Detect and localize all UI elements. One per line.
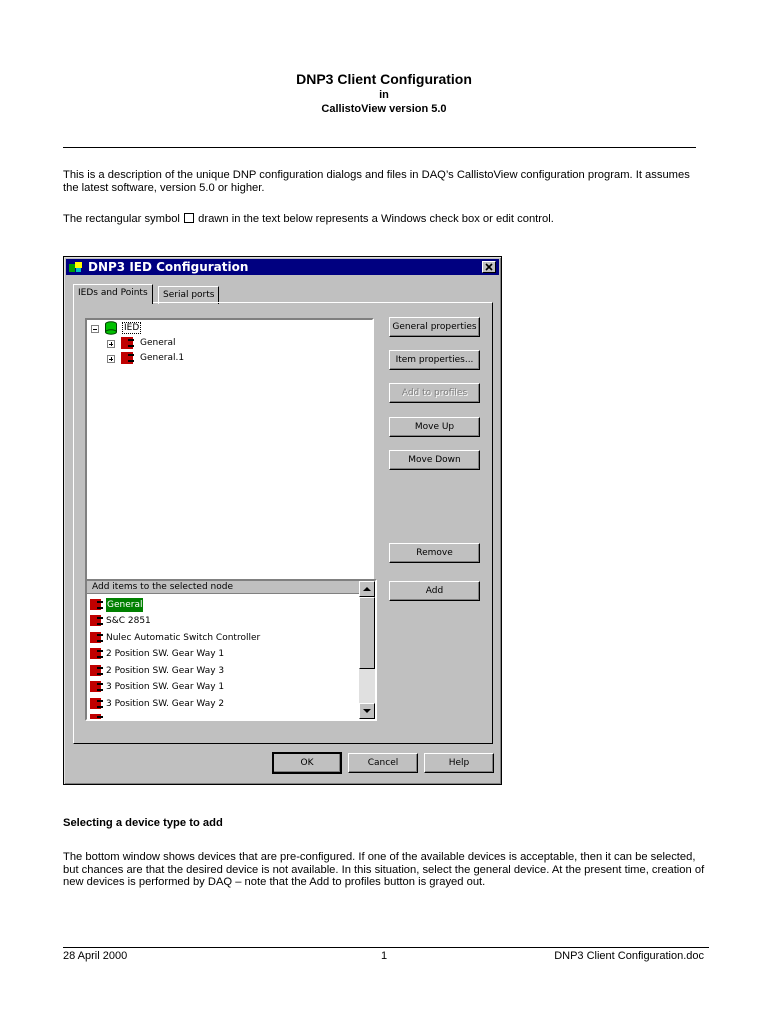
general-properties-button[interactable]: General properties — [389, 317, 480, 337]
arrow-up-icon — [360, 582, 374, 596]
footer-filename: DNP3 Client Configuration.doc — [554, 950, 704, 962]
item-properties-button[interactable]: Item properties... — [389, 350, 480, 370]
tab-serial-ports-label: Serial ports — [163, 290, 215, 300]
app-icon — [69, 261, 83, 273]
document-title: DNP3 Client Configuration — [296, 71, 472, 87]
footer-date: 28 April 2000 — [63, 950, 128, 962]
add-button[interactable]: Add — [389, 581, 480, 601]
document-header — [0, 70, 768, 116]
help-button[interactable]: Help — [424, 753, 494, 773]
tab-panel — [73, 302, 493, 744]
intro-paragraph-1: This is a description of the unique DNP configuration dialogs and files in DAQ’s CallistoView configuration program. It assumes the latest software, version 5.0 or higher. — [63, 169, 690, 194]
intro-paragraph-2-after: drawn in the text below represents a Windows check box or edit control. — [198, 213, 554, 225]
list-item-label: 2 Position SW. Gear Way 1 — [106, 649, 225, 659]
move-down-button[interactable]: Move Down — [389, 450, 480, 470]
document-subtitle: CallistoView version 5.0 — [321, 103, 447, 115]
tree-node-general[interactable]: General — [140, 338, 176, 348]
ied-tree-view[interactable] — [85, 318, 374, 588]
list-header: Add items to the selected node — [87, 581, 359, 594]
collapse-icon[interactable] — [91, 325, 99, 333]
tree-node-general-1[interactable]: General.1 — [140, 353, 185, 363]
database-icon — [104, 321, 118, 335]
intro-paragraph-2 — [63, 213, 703, 226]
header-rule — [63, 147, 696, 148]
device-icon — [90, 714, 101, 721]
dialog-close-button[interactable] — [482, 261, 496, 273]
device-icon — [90, 615, 101, 626]
device-type-list[interactable] — [85, 579, 377, 721]
list-item-label: General — [107, 600, 143, 610]
list-item-label: 3 Position SW. Gear Way 2 — [106, 699, 225, 709]
close-icon — [483, 262, 495, 272]
tree-node-ied-label: IED — [124, 323, 140, 333]
tab-ieds-and-points-label: IEDs and Points — [78, 288, 148, 298]
tab-ieds-and-points[interactable] — [73, 284, 153, 304]
add-to-profiles-button[interactable]: Add to profiles — [389, 383, 480, 403]
device-icon — [90, 681, 101, 692]
scroll-down-button[interactable] — [359, 703, 375, 719]
section-body: The bottom window shows devices that are pre-configured. If one of the available devices is acceptable, then it can be selected, but chances are that the desired device is not available. In this situation, select the general device. At the present time, creation of new devices is performed by DAQ – note that the Add to profiles button is grayed out. — [63, 851, 705, 888]
device-icon — [121, 337, 133, 349]
device-icon — [90, 698, 101, 709]
tree-node-ied[interactable] — [122, 321, 141, 335]
dialog-title-bar[interactable] — [66, 259, 499, 275]
cancel-button[interactable]: Cancel — [348, 753, 418, 773]
scroll-thumb[interactable] — [359, 597, 375, 669]
list-item-label: S&C 2851 — [106, 616, 151, 626]
remove-button[interactable]: Remove — [389, 543, 480, 563]
section-heading: Selecting a device type to add — [63, 817, 223, 829]
list-item-label: 3 Position SW. Gear Way 1 — [106, 682, 225, 692]
device-icon — [90, 648, 101, 659]
scroll-up-button[interactable] — [359, 581, 375, 597]
title-in: in — [379, 89, 389, 101]
device-icon — [90, 665, 101, 676]
device-icon — [90, 599, 101, 610]
expand-icon[interactable] — [107, 340, 115, 348]
list-item-label: Nulec Automatic Switch Controller — [106, 633, 261, 643]
ok-button[interactable]: OK — [272, 752, 342, 774]
device-icon — [121, 352, 133, 364]
expand-icon[interactable] — [107, 355, 115, 363]
footer-rule — [63, 947, 709, 948]
footer-page-number: 1 — [381, 950, 388, 962]
intro-paragraph-2-before: The rectangular symbol — [63, 213, 180, 225]
dialog-title: DNP3 IED Configuration — [88, 260, 249, 274]
arrow-down-icon — [360, 704, 374, 718]
device-icon — [90, 632, 101, 643]
list-scrollbar[interactable] — [359, 581, 375, 719]
move-up-button[interactable]: Move Up — [389, 417, 480, 437]
checkbox-symbol-icon — [184, 213, 194, 223]
list-item-label: 2 Position SW. Gear Way 3 — [106, 666, 225, 676]
dnp3-ied-configuration-dialog — [63, 256, 502, 785]
